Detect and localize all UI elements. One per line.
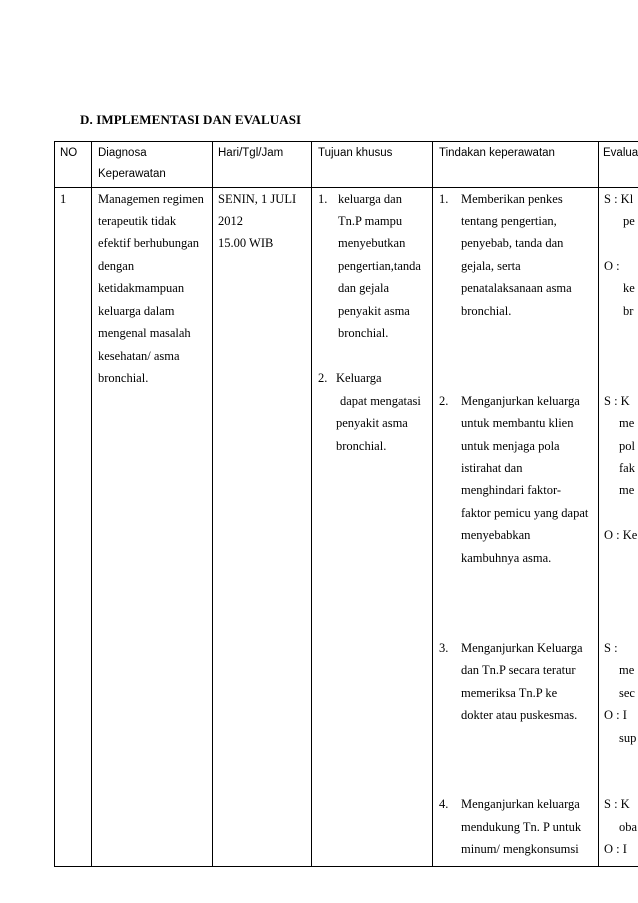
row-number: 1 [60,192,67,206]
tindakan-line: Memberikan penkes [461,192,563,206]
tindakan-line: penatalaksanaan asma [461,281,572,295]
diagnosa-line: ketidakmampuan [98,281,185,295]
tindakan-line: memeriksa Tn.P ke [461,686,558,700]
tindakan-number: 4. [439,797,449,811]
tujuan-line: penyakit asma [338,304,410,318]
tindakan-line: kambuhnya asma. [461,551,552,565]
tindakan-line: Menganjurkan Keluarga [461,641,583,655]
section-heading: D. IMPLEMENTASI DAN EVALUASI [80,112,302,127]
col-border-1 [91,141,92,867]
tujuan-line: menyebutkan [338,236,406,250]
header-bottom-border [54,187,638,188]
diagnosa-line: terapeutik tidak [98,214,177,228]
tujuan-line: keluarga dan [338,192,402,206]
diagnosa-line: dengan [98,259,135,273]
tindakan-line: menyebabkan [461,528,531,542]
tujuan-line: Keluarga [336,371,382,385]
diagnosa-line: mengenal masalah [98,326,191,340]
header-evaluasi: Evalua [603,147,638,159]
tujuan-number: 1. [318,192,328,206]
evaluasi-line: S : Kl [604,192,634,206]
evaluasi-line: oba [619,820,638,834]
hari-line: 15.00 WIB [218,236,274,250]
diagnosa-line: bronchial. [98,371,149,385]
hari-line: 2012 [218,214,243,228]
tindakan-line: Menganjurkan keluarga [461,797,580,811]
tindakan-line: minum/ mengkonsumsi [461,842,579,856]
tujuan-line: pengertian,tanda [338,259,421,273]
tujuan-line: bronchial. [338,326,389,340]
tindakan-line: mendukung Tn. P untuk [461,820,582,834]
tindakan-line: dokter atau puskesmas. [461,708,578,722]
evaluasi-line: sec [619,686,635,700]
diagnosa-line: efektif berhubungan [98,236,200,250]
hari-line: SENIN, 1 JULI [218,192,297,206]
header-diagnosa: Diagnosa [98,147,147,159]
tindakan-line: istirahat dan [461,461,523,475]
col-border-3 [311,141,312,867]
diagnosa-line: keluarga dalam [98,304,175,318]
evaluasi-line: O : I [604,708,627,722]
header-no: NO [60,147,78,159]
diagnosa-line: kesehatan/ asma [98,349,180,363]
table-top-border [54,141,638,142]
evaluasi-line: me [619,483,635,497]
tindakan-line: Menganjurkan keluarga [461,394,580,408]
tindakan-number: 1. [439,192,449,206]
tindakan-line: untuk membantu klien [461,416,574,430]
evaluasi-line: fak [619,461,635,475]
evaluasi-line: ke [623,281,635,295]
tujuan-line: Tn.P mampu [338,214,403,228]
tindakan-line: faktor pemicu yang dapat [461,506,589,520]
tindakan-number: 2. [439,394,449,408]
tindakan-line: bronchial. [461,304,512,318]
header-tujuan: Tujuan khusus [318,147,393,159]
evaluasi-line: sup [619,731,637,745]
evaluasi-line: pe [623,214,635,228]
evaluasi-line: me [619,416,635,430]
tujuan-line: dan gejala [338,281,390,295]
evaluasi-line: S : K [604,394,630,408]
evaluasi-line: S : K [604,797,630,811]
tujuan-line: dapat mengatasi [340,394,421,408]
evaluasi-line: pol [619,439,635,453]
tindakan-number: 3. [439,641,449,655]
tindakan-line: gejala, serta [461,259,521,273]
header-hari: Hari/Tgl/Jam [218,147,284,159]
evaluasi-line: br [623,304,634,318]
evaluasi-cell [599,188,638,866]
tujuan-number: 2. [318,371,328,385]
tindakan-line: menghindari faktor- [461,483,562,497]
diagnosa-line: Managemen regimen [98,192,204,206]
evaluasi-line: S : [604,641,618,655]
tindakan-line: dan Tn.P secara teratur [461,663,576,677]
tujuan-line: bronchial. [336,439,387,453]
evaluasi-line: me [619,663,635,677]
evaluasi-line: O : [604,259,620,273]
evaluasi-line: O : Ke [604,528,638,542]
header-diagnosa-line2: Keperawatan [98,168,166,180]
tujuan-line: penyakit asma [336,416,408,430]
evaluasi-line: O : I [604,842,627,856]
tindakan-line: untuk menjaga pola [461,439,560,453]
tindakan-line: tentang pengertian, [461,214,557,228]
col-border-2 [212,141,213,867]
table-bottom-border [54,866,638,867]
col-border-0 [54,141,55,867]
header-tindakan: Tindakan keperawatan [439,147,555,159]
tindakan-line: penyebab, tanda dan [461,236,564,250]
col-border-4 [432,141,433,867]
